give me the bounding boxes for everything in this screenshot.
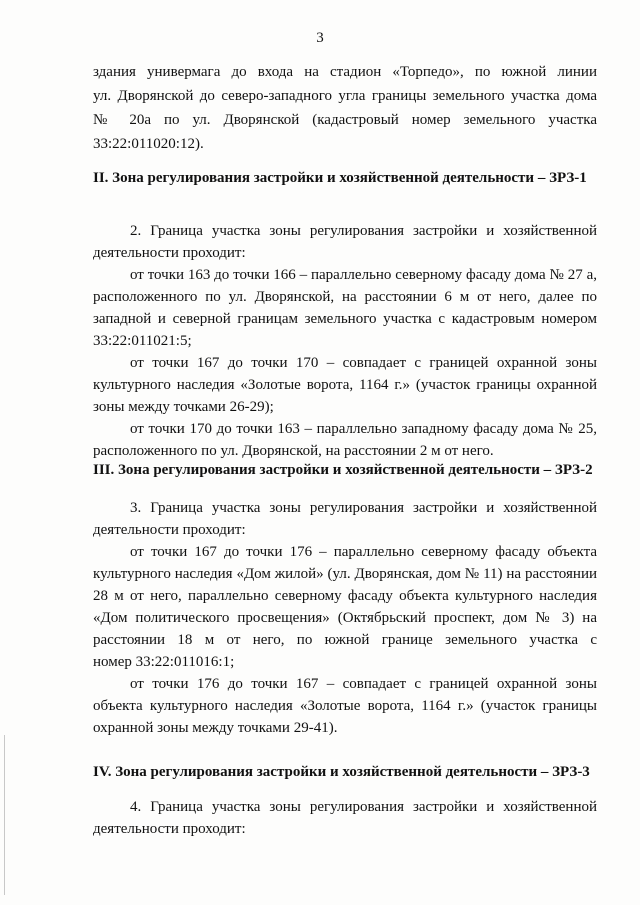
text-line: 33:22:011020:12). xyxy=(93,136,204,152)
text-line: 2. Граница участка зоны регулирования застройки и хозяйственной xyxy=(130,223,597,239)
text-line: 28 м от него, параллельно северному фасаду объекта культурного наследия xyxy=(93,588,597,604)
text-line: от точки 167 до точки 176 – параллельно северному фасаду объекта xyxy=(130,544,597,560)
page-number: 3 xyxy=(316,30,324,46)
text-line: № 20а по ул. Дворянской (кадастровый номер земельного участка xyxy=(93,112,597,128)
text-line: 33:22:011021:5; xyxy=(93,333,192,349)
text-line: ул. Дворянской до северо-западного угла границы земельного участка дома xyxy=(93,88,597,104)
text-line: от точки 176 до точки 167 – совпадает с границей охранной зоны xyxy=(130,676,597,692)
text-line: расположенного по ул. Дворянской, на расстоянии 2 м от него. xyxy=(93,443,494,459)
text-line: культурного наследия «Дом жилой» (ул. Дворянская, дом № 11) на расстоянии xyxy=(93,566,597,582)
text-line: от точки 163 до точки 166 – параллельно северному фасаду дома № 27 а, xyxy=(130,267,597,283)
text-line: деятельности проходит: xyxy=(93,245,246,261)
text-line: деятельности проходит: xyxy=(93,522,246,538)
text-line: 4. Граница участка зоны регулирования застройки и хозяйственной xyxy=(130,799,597,815)
text-line: номер 33:22:011016:1; xyxy=(93,654,235,670)
text-line: культурного наследия «Золотые ворота, 1164 г.» (участок границы охранной xyxy=(93,377,597,393)
text-line: объекта культурного наследия «Золотые ворота, 1164 г.» (участок границы xyxy=(93,698,597,714)
text-line: 3. Граница участка зоны регулирования застройки и хозяйственной xyxy=(130,500,597,516)
scan-edge-mark xyxy=(4,735,5,895)
section-heading-4: IV. Зона регулирования застройки и хозяйственной деятельности – ЗРЗ-3 xyxy=(93,764,590,780)
text-line: охранной зоны между точками 29-41). xyxy=(93,720,338,736)
section-heading-3: III. Зона регулирования застройки и хозяйственной деятельности – ЗРЗ-2 xyxy=(93,462,593,478)
text-line: «Дом политического просвещения» (Октябрьский проспект, дом № 3) на xyxy=(93,610,597,626)
text-line: от точки 167 до точки 170 – совпадает с границей охранной зоны xyxy=(130,355,597,371)
text-line: расстоянии 18 м от него, по южной границе земельного участка с xyxy=(93,632,597,648)
section-heading-2: II. Зона регулирования застройки и хозяйственной деятельности – ЗРЗ-1 xyxy=(93,170,587,186)
text-line: расположенного по ул. Дворянской, на расстоянии 6 м от него, далее по xyxy=(93,289,597,305)
text-line: от точки 170 до точки 163 – параллельно западному фасаду дома № 25, xyxy=(130,421,597,437)
text-line: западной и северной границам земельного участка с кадастровым номером xyxy=(93,311,597,327)
text-line: здания универмага до входа на стадион «Торпедо», по южной линии xyxy=(93,64,597,80)
text-line: деятельности проходит: xyxy=(93,821,246,837)
text-line: зоны между точками 26-29); xyxy=(93,399,274,415)
